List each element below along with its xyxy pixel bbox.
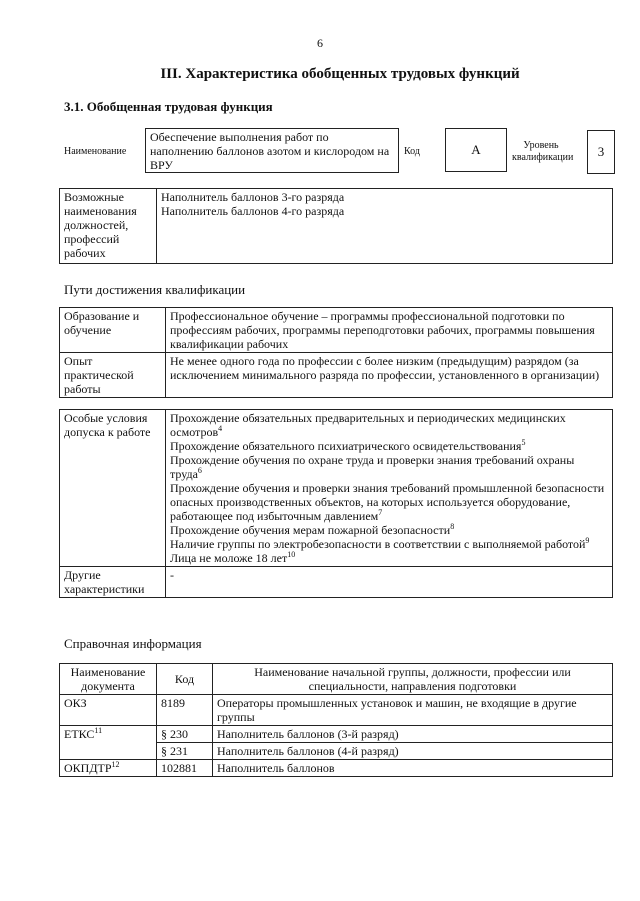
table-row (60, 760, 613, 777)
reference-heading: Справочная информация (64, 636, 202, 651)
education-label: Образование и обучение (60, 308, 166, 353)
reference-header-name: Наименование начальной группы, должности, профессии или специальности, направления подготовки (213, 664, 613, 695)
qualification-level-label: Уровень квалификации (512, 140, 574, 163)
position-item: Наполнитель баллонов 3-го разряда (161, 190, 345, 204)
position-item: Наполнитель баллонов 4-го разряда (161, 204, 345, 218)
reference-name-cell: Операторы промышленных установок и машин, не входящие в другие группы (213, 695, 613, 726)
page-title: III. Характеристика обобщенных трудовых функций (160, 66, 520, 82)
code-label: Код (404, 146, 420, 157)
admission-list (166, 410, 613, 567)
admission-item: Прохождение обучения мерам пожарной безопасности$^8$ (170, 522, 455, 537)
section-subtitle: 3.1. Обобщенная трудовая функция (64, 99, 273, 114)
reference-table (59, 663, 613, 777)
reference-code-cell: § 231 (157, 743, 213, 760)
reference-name-cell: Наполнитель баллонов (3-й разряд) (213, 726, 613, 743)
reference-code-cell: 8189 (157, 695, 213, 726)
admission-item: Лица не моложе 18 лет$^{10}$ (170, 550, 296, 565)
admission-item: Наличие группы по электробезопасности в соответствии с выполняемой работой$^9$ (170, 536, 590, 551)
experience-label: Опыт практической работы (60, 353, 166, 398)
qualification-level-value: 3 (587, 130, 615, 174)
table-row (60, 726, 613, 743)
admission-item: Прохождение обучения и проверки знания требований промышленной безопасности опасных производственных объектов, на которых используется оборудование, работающее под избыточным давлением$^7$ (170, 481, 605, 523)
reference-doc-cell: ЕТКС$^{11}$ (60, 726, 157, 760)
reference-code-cell: § 230 (157, 726, 213, 743)
function-name-value: Обеспечение выполнения работ по наполнению баллонов азотом и кислородом на ВРУ (145, 128, 399, 173)
reference-doc-cell: ОКЗ (60, 695, 157, 726)
table-row (60, 695, 613, 726)
admission-table (59, 409, 613, 598)
reference-name-cell: Наполнитель баллонов (213, 760, 613, 777)
qualification-paths-table (59, 307, 613, 398)
admission-item: Прохождение обучения по охране труда и проверки знания требований охраны труда$^6$ (170, 453, 575, 481)
qualification-paths-heading: Пути достижения квалификации (64, 282, 246, 297)
function-code-value: А (445, 128, 507, 172)
education-value: Профессиональное обучение – программы профессиональной подготовки по профессиям рабочих, программы переподготовки рабочих, программы повышения квалификации рабочих (166, 308, 613, 353)
reference-name-cell: Наполнитель баллонов (4-й разряд) (213, 743, 613, 760)
reference-code-cell: 102881 (157, 760, 213, 777)
page-number: 6 (317, 36, 323, 50)
name-label: Наименование (64, 146, 127, 157)
other-characteristics-label: Другие характеристики (60, 567, 166, 598)
reference-doc-cell: ОКПДТР$^{12}$ (60, 760, 157, 777)
positions-label: Возможные наименования должностей, профессий рабочих (60, 189, 157, 264)
admission-item: Прохождение обязательных предварительных и периодических медицинских осмотров$^4$ (170, 411, 566, 439)
experience-value: Не менее одного года по профессии с более низким (предыдущим) разрядом (за исключением минимального разряда по профессии, установленного в организации) (166, 353, 613, 398)
reference-header-code: Код (157, 664, 213, 695)
admission-item: Прохождение обязательного психиатрического освидетельствования$^5$ (170, 438, 526, 453)
positions-table (59, 188, 613, 264)
reference-header-document: Наименование документа (60, 664, 157, 695)
other-characteristics-value: - (166, 567, 613, 598)
positions-list (157, 189, 613, 264)
admission-label: Особые условия допуска к работе (60, 410, 166, 567)
